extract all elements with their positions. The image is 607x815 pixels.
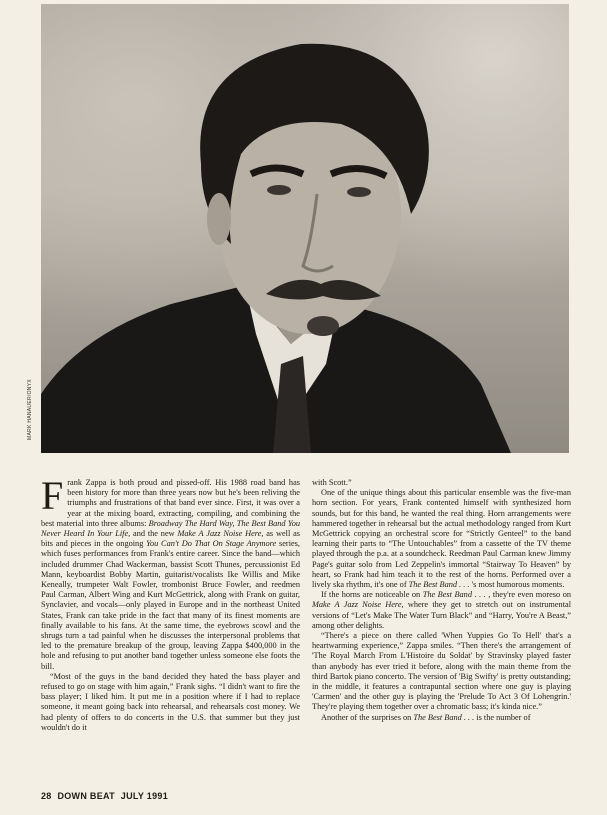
article-paragraph: Another of the surprises on The Best Band . . . is the number of	[321, 712, 531, 722]
page-number: 28	[41, 791, 52, 801]
issue-date: JULY 1991	[120, 791, 169, 801]
page-footer	[41, 791, 171, 801]
drop-cap: F	[41, 473, 64, 518]
article-paragraph: “Most of the guys in the band decided they hated the bass player and refused to go on stage with him again,” Frank sighs. “I didn't want to fire the bass player; I liked him. It put me in a position where if I had to replace someone, it meant going back into rehearsal, and rehearsals cost money. We had plenty of offers to do concerts in the U.S. that summer but they just wouldn't do it	[41, 671, 300, 732]
article-paragraph: “There's a piece on there called 'When Yuppies Go To Hell' that's a heartwarming experience,” Zappa smiles. “Then there's the arrangement of 'The Royal March From L'Histoire du Soldat' by Stravinsky played faster than anybody has ever tried it before, along with the main theme from the third Bartok piano concerto. The version of 'Big Swifty' is pretty outstanding; in the middle, it features a contrapuntal section where one guy is playing 'Carmen' and the other guy is playing the 'Prelude To Act 3 Of Lohengrin.' They're playing them together over a chromatic bass; it's kinda nice.”	[312, 631, 571, 712]
article-paragraph: with Scott.”	[312, 478, 352, 487]
portrait-illustration	[41, 4, 569, 453]
portrait-photo	[41, 4, 569, 453]
article-paragraph: One of the unique things about this particular ensemble was the five-man horn section. For years, Frank contented himself with synthesized horn sounds, but for this band, he wanted the real thing. Horn arrangements were hammered together in rehearsal but the actual methodology ranged from Kurt McGettrick copying an orchestral score for “Strictly Genteel” to the band learning their parts to “The Untouchables” from a cassette of the TV theme played through the p.a. at a soundcheck. Reedman Paul Carman knew Jimmy Page's guitar solo from Led Zeppelin's immortal “Stairway To Heaven” by heart, so Frank had him teach it to the rest of the horns. Performed over a lively ska rhythm, it's one of The Best Band . . . 's most humorous moments.	[312, 488, 571, 590]
article-column-2	[312, 478, 571, 776]
article-paragraph: If the horns are noticeable on The Best Band . . . , they're even moreso on Make A Jazz Noise Here, where they get to stretch out on instrumental versions of “Let's Make The Water Turn Black” and “Harry, You're A Beast,” among other delights.	[312, 590, 571, 630]
photo-credit: MARK HANAUER/ONYX	[27, 379, 33, 440]
article-body	[41, 473, 571, 776]
article-column-1	[41, 473, 300, 776]
magazine-name: DOWN BEAT	[57, 791, 115, 801]
article-paragraph: Frank Zappa is both proud and pissed-off. His 1988 road band has been history for more than three years now but he's been reliving the triumphs and frustrations of that band ever since. First, it was over a year at the mixing board, extracting, compiling, and combining the best material into three albums: Broadway The Hard Way, The Best Band You Never Heard In Your Life, and the new Make A Jazz Noise Here, as well as bits and pieces in the ongoing You Can't Do That On Stage Anymore series, which fuses performances from Frank's entire career. Since the band—which included drummer Chad Wackerman, bassist Scott Thunes, percussionist Ed Mann, keyboardist Bobby Martin, guitarist/vocalists Ike Willis and Mike Keneally, trumpeter Walt Fowler, trombonist Bruce Fowler, and reedmen Paul Carman, Albert Wing and Kurt McGettrick, along with Frank on guitar, Synclavier, and vocals—only played in Europe and in the northeast United States, Frank can take pride in the fact that many of its finest moments are finally available to his fans. At the same time, the eyebrows scowl and the shrugs turn a tad painful when he discusses the interpersonal problems that led to the premature breakup of the group, leaving Zappa $400,000 in the hole and refusing to put another band together unless someone else foots the bill.	[41, 473, 300, 671]
